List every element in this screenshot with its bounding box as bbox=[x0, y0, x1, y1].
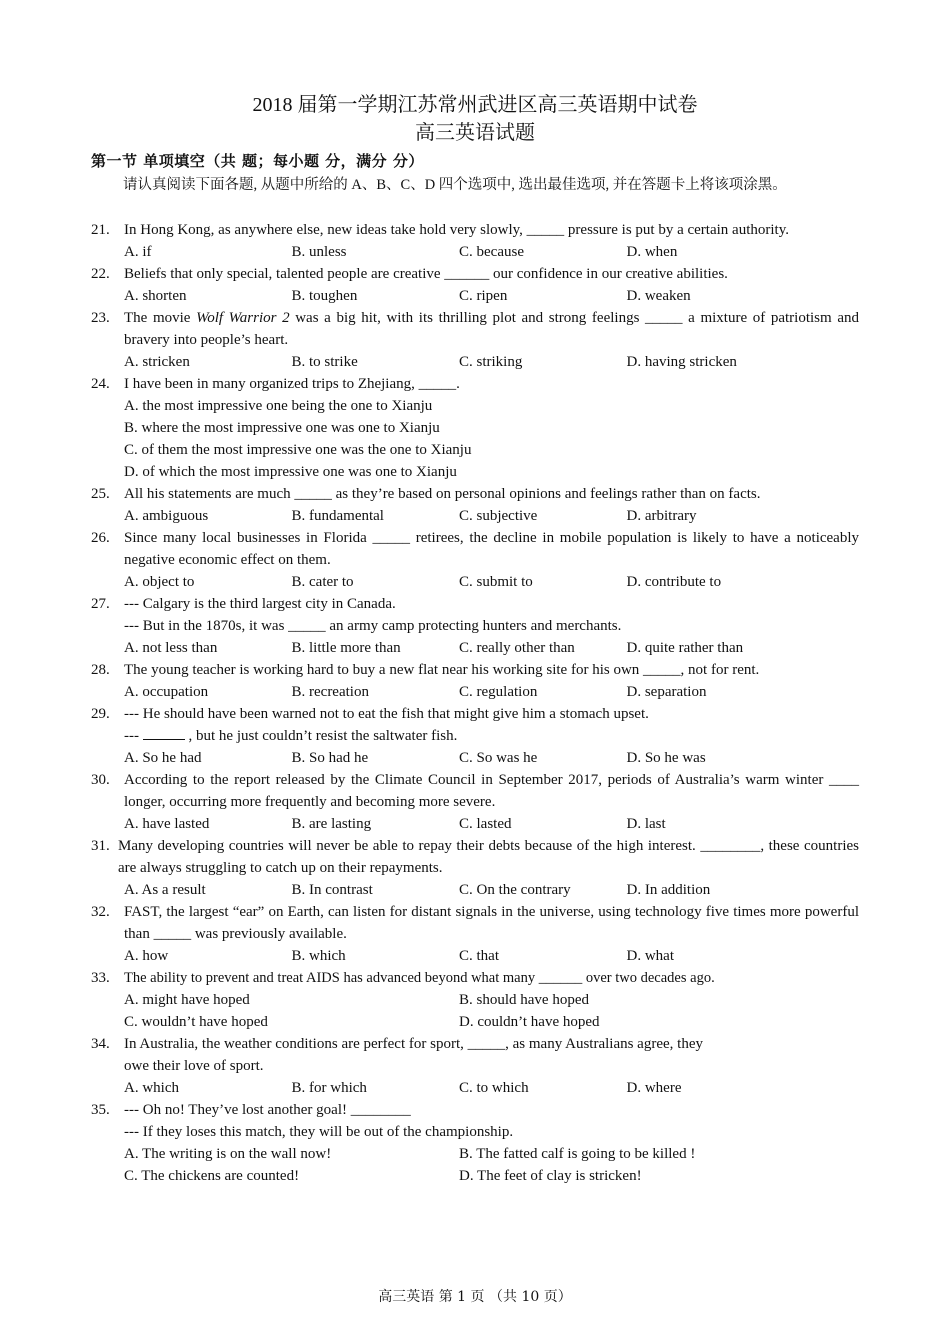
question-34 bbox=[91, 1033, 859, 1099]
option-c: C. of them the most impressive one was the one to Xianju bbox=[124, 442, 472, 458]
question-21 bbox=[91, 219, 859, 263]
option-b: B. which bbox=[291, 948, 346, 964]
question-31 bbox=[91, 835, 859, 901]
option-b: B. fundamental bbox=[291, 508, 384, 524]
instruction-text: 请认真阅读下面各题, 从题中所给的 A、B、C、D 四个选项中, 选出最佳选项, 并在答题卡上将该项涂黑。 bbox=[123, 177, 787, 193]
question-stem: According to the report released by the Climate Council in September 2017, periods of Australia’s warm winter ____ longer, occurring more frequently and becoming more severe. bbox=[124, 772, 859, 810]
question-stem: The ability to prevent and treat AIDS has advanced beyond what many ______ over two decades ago. bbox=[124, 970, 715, 986]
dialogue-line: --- He should have been warned not to eat the fish that might give him a stomach upset. bbox=[124, 706, 649, 722]
option-a: A. As a result bbox=[124, 882, 206, 898]
question-number: 33. bbox=[91, 970, 110, 986]
question-30 bbox=[91, 769, 859, 835]
options-row bbox=[124, 637, 859, 659]
question-stem: Beliefs that only special, talented people are creative ______ our confidence in our creative abilities. bbox=[124, 266, 728, 282]
question-stem: FAST, the largest “ear” on Earth, can listen for distant signals in the universe, using technology five times more powerful than _____ was previously available. bbox=[124, 904, 859, 942]
option-c: C. striking bbox=[459, 354, 523, 370]
stem-text: was a big hit, with its thrilling plot and strong feelings _____ a mixture of patriotism and bravery into people’s heart. bbox=[124, 310, 859, 348]
question-22 bbox=[91, 263, 859, 307]
options-row bbox=[124, 1165, 859, 1187]
options-row bbox=[124, 989, 859, 1011]
option-d: D. what bbox=[626, 948, 674, 964]
options-row bbox=[124, 879, 859, 901]
option-c: C. submit to bbox=[459, 574, 533, 590]
question-stem: Many developing countries will never be able to repay their debts because of the high interest. ________, these countries are always struggling to catch up on their repayments. bbox=[118, 838, 859, 876]
option-b: B. to strike bbox=[291, 354, 358, 370]
question-stem: In Hong Kong, as anywhere else, new ideas take hold very slowly, _____ pressure is put by a certain authority. bbox=[124, 222, 789, 238]
option-c: C. On the contrary bbox=[459, 882, 571, 898]
options-row bbox=[124, 1143, 859, 1165]
exam-subtitle: 高三英语试题 bbox=[415, 122, 535, 144]
dialogue-line: --- But in the 1870s, it was _____ an army camp protecting hunters and merchants. bbox=[124, 618, 622, 634]
option-c: C. ripen bbox=[459, 288, 508, 304]
question-number: 27. bbox=[91, 596, 110, 612]
option-c: C. So was he bbox=[459, 750, 538, 766]
option-c: C. because bbox=[459, 244, 524, 260]
options-row bbox=[124, 813, 859, 835]
option-b: B. where the most impressive one was one to Xianju bbox=[124, 420, 440, 436]
option-d: D. quite rather than bbox=[626, 640, 744, 656]
option-c: C. that bbox=[459, 948, 499, 964]
dialogue-line bbox=[124, 725, 859, 747]
question-number: 21. bbox=[91, 222, 110, 238]
option-c: C. regulation bbox=[459, 684, 538, 700]
question-number: 34. bbox=[91, 1036, 110, 1052]
question-29 bbox=[91, 703, 859, 769]
question-stem: All his statements are much _____ as they’re based on personal opinions and feelings rather than on facts. bbox=[124, 486, 761, 502]
question-27 bbox=[91, 593, 859, 659]
page-footer: 高三英语 第 1 页 （共 10 页） bbox=[378, 1289, 572, 1305]
question-number: 31. bbox=[91, 838, 110, 854]
option-a: A. have lasted bbox=[124, 816, 210, 832]
movie-title: Wolf Warrior 2 bbox=[196, 310, 290, 326]
option-d: D. weaken bbox=[626, 288, 691, 304]
question-35 bbox=[91, 1099, 859, 1187]
question-number: 28. bbox=[91, 662, 110, 678]
question-stem: I have been in many organized trips to Zhejiang, _____. bbox=[124, 376, 460, 392]
option-a: A. The writing is on the wall now! bbox=[124, 1146, 332, 1162]
options-row bbox=[124, 1011, 859, 1033]
option-b: B. toughen bbox=[291, 288, 358, 304]
question-33 bbox=[91, 967, 859, 1033]
options-row bbox=[124, 351, 859, 373]
exam-title: 2018 届第一学期江苏常州武进区高三英语期中试卷 bbox=[252, 94, 698, 116]
option-d: D. of which the most impressive one was one to Xianju bbox=[124, 464, 457, 480]
option-b: B. cater to bbox=[291, 574, 354, 590]
option-a: A. occupation bbox=[124, 684, 209, 700]
option-d: D. In addition bbox=[626, 882, 711, 898]
question-32 bbox=[91, 901, 859, 967]
option-b: B. are lasting bbox=[291, 816, 372, 832]
option-b: B. for which bbox=[291, 1080, 367, 1096]
question-number: 35. bbox=[91, 1102, 110, 1118]
option-a: A. how bbox=[124, 948, 169, 964]
options-row bbox=[124, 681, 859, 703]
option-c: C. subjective bbox=[459, 508, 538, 524]
option-d: D. So he was bbox=[626, 750, 706, 766]
question-23 bbox=[91, 307, 859, 373]
option-a: A. shorten bbox=[124, 288, 187, 304]
section-heading: 第一节 单项填空（共 题；每小题 分，满分 分） bbox=[91, 152, 424, 170]
option-b: B. So had he bbox=[291, 750, 369, 766]
option-c: C. to which bbox=[459, 1080, 529, 1096]
option-a: A. object to bbox=[124, 574, 195, 590]
options-row bbox=[124, 1077, 859, 1099]
dialogue-line: --- Oh no! They’ve lost another goal! ________ bbox=[124, 1102, 411, 1118]
options-row bbox=[124, 945, 859, 967]
option-a: A. if bbox=[124, 244, 152, 260]
option-b: B. should have hoped bbox=[459, 992, 589, 1008]
stem-line: owe their love of sport. bbox=[124, 1058, 264, 1074]
question-number: 24. bbox=[91, 376, 110, 392]
question-stem: The young teacher is working hard to buy a new flat near his working site for his own _____, not for rent. bbox=[124, 662, 760, 678]
options-row bbox=[124, 285, 859, 307]
question-25 bbox=[91, 483, 859, 527]
option-d: D. last bbox=[626, 816, 666, 832]
stem-text: The movie bbox=[124, 310, 197, 326]
option-d: D. where bbox=[626, 1080, 682, 1096]
option-c: C. wouldn’t have hoped bbox=[124, 1014, 268, 1030]
option-a: A. not less than bbox=[124, 640, 218, 656]
dialogue-prefix: --- bbox=[124, 728, 143, 744]
dialogue-line: --- Calgary is the third largest city in Canada. bbox=[124, 596, 396, 612]
option-a: A. which bbox=[124, 1080, 179, 1096]
question-number: 32. bbox=[91, 904, 110, 920]
option-d: D. couldn’t have hoped bbox=[459, 1014, 600, 1030]
option-c: C. really other than bbox=[459, 640, 575, 656]
option-b: B. In contrast bbox=[291, 882, 373, 898]
question-number: 23. bbox=[91, 310, 110, 326]
dialogue-line: --- If they loses this match, they will be out of the championship. bbox=[124, 1124, 514, 1140]
option-d: D. arbitrary bbox=[626, 508, 697, 524]
section-instruction bbox=[91, 174, 859, 196]
question-list bbox=[91, 219, 859, 1187]
question-number: 30. bbox=[91, 772, 110, 788]
question-number: 22. bbox=[91, 266, 110, 282]
option-b: B. The fatted calf is going to be killed ! bbox=[459, 1146, 696, 1162]
question-28 bbox=[91, 659, 859, 703]
option-a: A. stricken bbox=[124, 354, 190, 370]
options-row bbox=[124, 505, 859, 527]
option-c: C. The chickens are counted! bbox=[124, 1168, 300, 1184]
options-row bbox=[124, 241, 859, 263]
question-number: 26. bbox=[91, 530, 110, 546]
option-b: B. unless bbox=[291, 244, 347, 260]
question-26 bbox=[91, 527, 859, 593]
question-number: 25. bbox=[91, 486, 110, 502]
question-stem: Since many local businesses in Florida _____ retirees, the decline in mobile population is likely to have a noticeably negative economic effect on them. bbox=[124, 530, 859, 568]
dialogue-text: , but he just couldn’t resist the saltwater fish. bbox=[184, 728, 458, 744]
stem-line: In Australia, the weather conditions are perfect for sport, _____, as many Australians agree, they bbox=[124, 1036, 703, 1052]
options-row bbox=[124, 747, 859, 769]
option-a: A. ambiguous bbox=[124, 508, 209, 524]
options-row bbox=[124, 571, 859, 593]
answer-blank bbox=[143, 725, 185, 740]
option-b: B. little more than bbox=[291, 640, 401, 656]
option-d: D. contribute to bbox=[626, 574, 722, 590]
option-b: B. recreation bbox=[291, 684, 369, 700]
question-stem bbox=[124, 307, 859, 351]
question-24 bbox=[91, 373, 859, 483]
option-c: C. lasted bbox=[459, 816, 512, 832]
question-number: 29. bbox=[91, 706, 110, 722]
option-a: A. the most impressive one being the one to Xianju bbox=[124, 398, 433, 414]
option-d: D. separation bbox=[626, 684, 707, 700]
option-d: D. The feet of clay is stricken! bbox=[459, 1168, 642, 1184]
option-d: D. when bbox=[626, 244, 678, 260]
option-a: A. might have hoped bbox=[124, 992, 250, 1008]
option-a: A. So he had bbox=[124, 750, 202, 766]
option-d: D. having stricken bbox=[626, 354, 737, 370]
